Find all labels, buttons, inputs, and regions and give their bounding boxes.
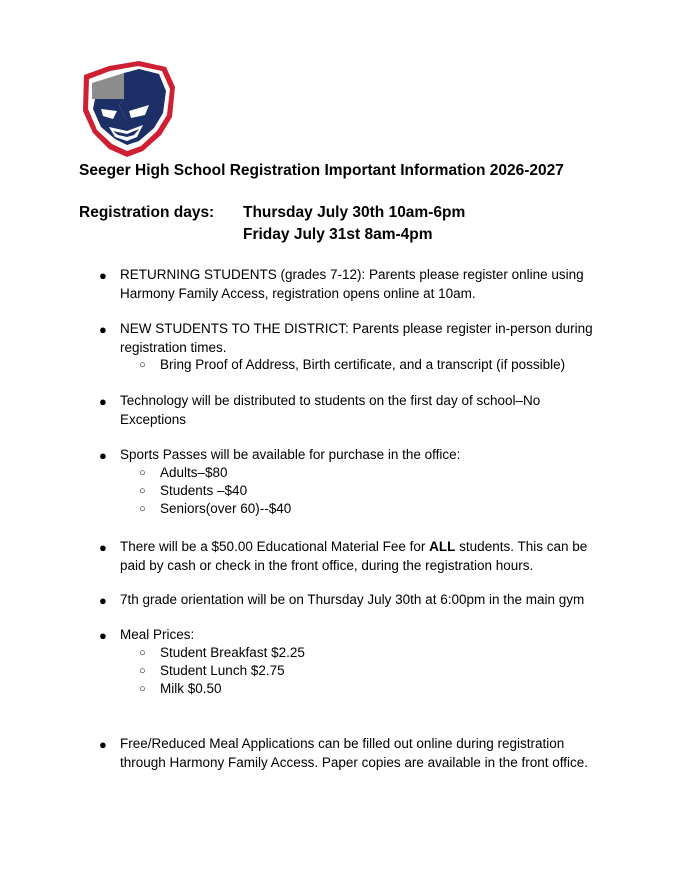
- bullet-icon: ●: [99, 628, 107, 643]
- list-item-technology: Technology will be distributed to students on the first day of school–No Exceptions: [120, 393, 541, 427]
- list-item-orientation: 7th grade orientation will be on Thursday July 30th at 6:00pm in the main gym: [120, 592, 585, 607]
- bullet-icon: ●: [99, 737, 107, 752]
- bullet-icon: ●: [99, 394, 107, 409]
- registration-day-1: Thursday July 30th 10am-6pm: [243, 204, 466, 221]
- sub-bullet-icon: ○: [139, 503, 146, 515]
- sub-item-adults-price: Adults–$80: [160, 465, 228, 480]
- bullet-icon: ●: [99, 593, 107, 608]
- sub-bullet-icon: ○: [139, 467, 146, 479]
- sub-bullet-icon: ○: [139, 665, 146, 677]
- sub-bullet-icon: ○: [139, 359, 146, 371]
- bullet-icon: ●: [99, 540, 107, 555]
- bullet-icon: ●: [99, 268, 107, 283]
- sub-bullet-icon: ○: [139, 485, 146, 497]
- sub-bullet-icon: ○: [139, 683, 146, 695]
- sub-item-students-price: Students –$40: [160, 483, 248, 498]
- list-item-meal-prices: Meal Prices:: [120, 627, 195, 642]
- bullet-icon: ●: [99, 448, 107, 463]
- sub-item-lunch-price: Student Lunch $2.75: [160, 663, 285, 678]
- list-item-material-fee: There will be a $50.00 Educational Material Fee for ALL students. This can be paid by cash or check in the front office, during the registration hours.: [120, 539, 588, 573]
- list-item-returning-students: RETURNING STUDENTS (grades 7-12): Parents please register online using Harmony Family Access, registration opens online at 10am.: [120, 267, 584, 301]
- school-mascot-logo: [79, 61, 176, 157]
- registration-day-2: Friday July 31st 8am-4pm: [243, 226, 433, 243]
- list-item-new-students: NEW STUDENTS TO THE DISTRICT: Parents please register in-person during registration times.: [120, 321, 593, 355]
- sub-item-breakfast-price: Student Breakfast $2.25: [160, 645, 305, 660]
- registration-days-label: Registration days:: [79, 204, 215, 221]
- sub-item-seniors-price: Seniors(over 60)--$40: [160, 501, 292, 516]
- page-title: Seeger High School Registration Important Information 2026-2027: [79, 162, 564, 179]
- bullet-icon: ●: [99, 322, 107, 337]
- sub-bullet-icon: ○: [139, 647, 146, 659]
- sub-item-required-documents: Bring Proof of Address, Birth certificate, and a transcript (if possible): [160, 357, 566, 372]
- sub-item-milk-price: Milk $0.50: [160, 681, 222, 696]
- list-item-sports-passes: Sports Passes will be available for purchase in the office:: [120, 447, 461, 462]
- list-item-free-reduced-meals: Free/Reduced Meal Applications can be filled out online during registration through Harmony Family Access. Paper copies are available in the front office.: [120, 736, 588, 770]
